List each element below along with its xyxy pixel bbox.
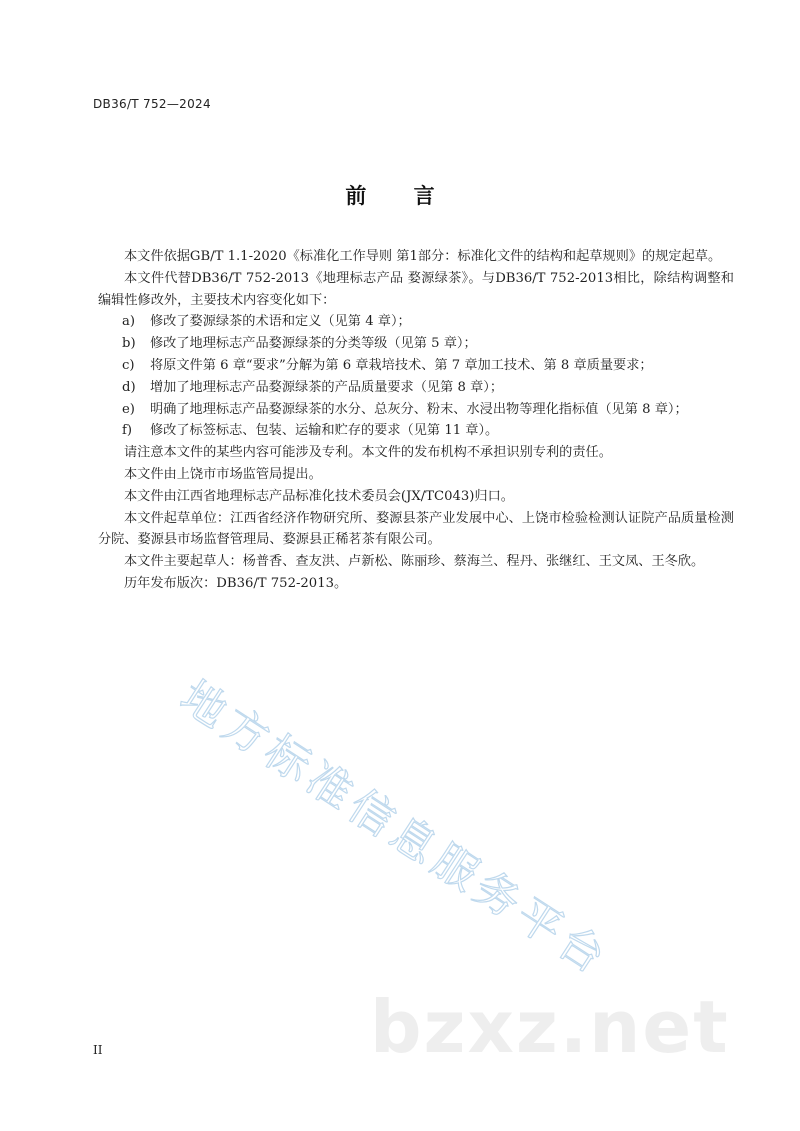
- paragraph-proposer: 本文件由上饶市市场监管局提出。: [124, 466, 322, 482]
- list-marker: a): [122, 314, 136, 330]
- list-item: [98, 377, 734, 399]
- list-marker: c): [122, 357, 135, 373]
- paragraph-drafters: 本文件主要起草人：杨普香、查友洪、卢新松、陈丽珍、蔡海兰、程丹、张继红、王文凤、王冬欣。: [124, 554, 705, 570]
- paragraph-basis: 本文件依据GB/T 1.1-2020《标准化工作导则 第1部分：标准化文件的结构和起草规则》的规定起草。: [124, 249, 722, 264]
- list-text: 修改了标签标志、包装、运输和贮存的要求（见第 11 章）。: [150, 423, 499, 439]
- page-number: II: [93, 1043, 103, 1057]
- foreword-body: [98, 246, 734, 595]
- list-text: 增加了地理标志产品婺源绿茶的产品质量要求（见第 8 章）；: [150, 379, 504, 395]
- list-text: 将原文件第 6 章“要求”分解为第 6 章栽培技术、第 7 章加工技术、第 8 章质量要求；: [150, 357, 653, 373]
- list-text: 修改了婺源绿茶的术语和定义（见第 4 章）；: [150, 314, 411, 330]
- page-title: 前 言: [345, 184, 455, 208]
- list-marker: d): [122, 379, 136, 395]
- list-text: 明确了地理标志产品婺源绿茶的水分、总灰分、粉末、水浸出物等理化指标值（见第 8 章）；: [150, 401, 688, 417]
- paragraph-drafting-units: 本文件起草单位：江西省经济作物研究所、婺源县茶产业发展中心、上饶市检验检测认证院产品质量检测分院、婺源县市场监督管理局、婺源县正稀茗茶有限公司。: [98, 510, 734, 548]
- list-marker: f): [122, 423, 133, 439]
- paragraph-centralized: 本文件由江西省地理标志产品标准化技术委员会(JX/TC043)归口。: [124, 488, 514, 504]
- list-item: [98, 399, 734, 421]
- list-item: [98, 420, 734, 442]
- list-item: [98, 311, 734, 333]
- list-item: [98, 355, 734, 377]
- list-marker: e): [122, 401, 135, 417]
- list-text: 修改了地理标志产品婺源绿茶的分类等级（见第 5 章）；: [150, 336, 477, 352]
- watermark-text: 地方标准信息服务平台: [171, 671, 619, 987]
- standard-code: DB36/T 752—2024: [93, 97, 211, 111]
- site-watermark: bzxz.net: [370, 985, 730, 1069]
- list-marker: b): [122, 336, 136, 352]
- paragraph-patent-notice: 请注意本文件的某些内容可能涉及专利。本文件的发布机构不承担识别专利的责任。: [124, 445, 612, 461]
- paragraph-replacement: 本文件代替DB36/T 752-2013《地理标志产品 婺源绿茶》。与DB36/T 752-2013相比，除结构调整和编辑性修改外，主要技术内容变化如下：: [98, 270, 734, 308]
- list-item: [98, 333, 734, 355]
- paragraph-history: 历年发布版次：DB36/T 752-2013。: [124, 575, 348, 591]
- changes-list: [98, 311, 734, 442]
